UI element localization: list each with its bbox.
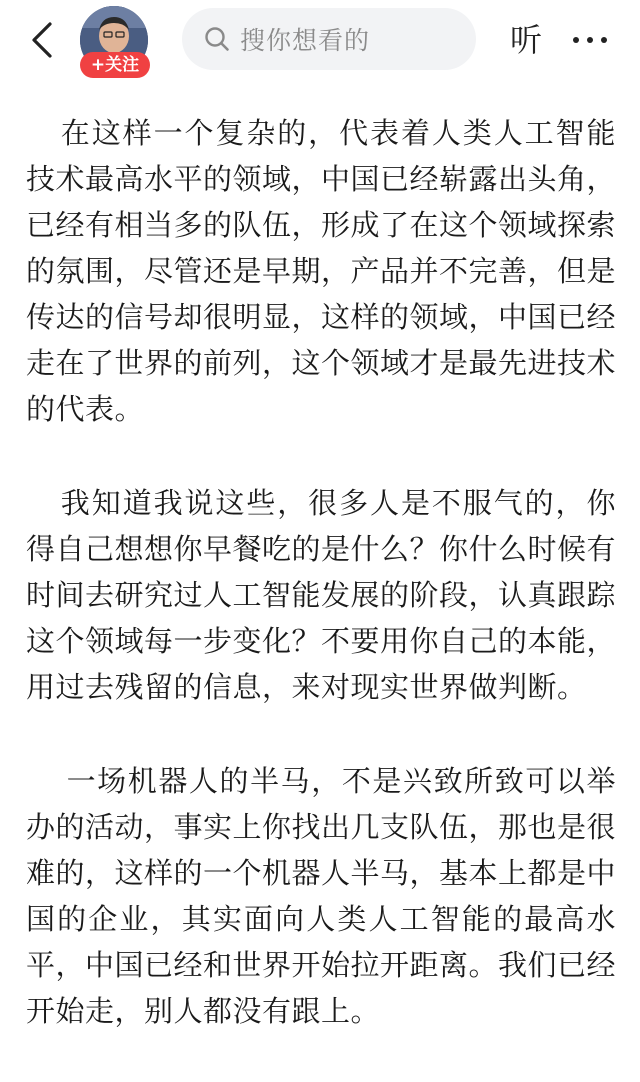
search-icon <box>204 26 230 52</box>
author-avatar-group[interactable] <box>78 6 152 78</box>
more-button[interactable] <box>568 24 612 56</box>
chevron-left-icon <box>30 21 54 59</box>
article-body <box>26 110 616 1082</box>
search-input[interactable] <box>182 8 476 70</box>
search-placeholder: 搜你想看的 <box>240 26 371 55</box>
more-horizontal-icon <box>572 36 608 44</box>
listen-button[interactable]: 听 <box>509 21 542 59</box>
back-button[interactable] <box>22 18 62 62</box>
follow-button[interactable]: +关注 <box>80 52 150 78</box>
article-paragraph-3: 一场机器人的半马，不是兴致所致可以举办的活动，事实上你找出几支队伍，那也是很难的，这样的一个机器人半马，基本上都是中国的企业，其实面向人类人工智能的最高水平，中国已经和世界开始拉开距离。我们已经开始走，别人都没有跟上。 <box>26 764 617 1028</box>
article-paragraph-2: 我知道我说这些，很多人是不服气的，你得自己想想你早餐吃的是什么？你什么时候有时间去研究过人工智能发展的阶段，认真跟踪这个领域每一步变化？不要用你自己的本能，用过去残留的信息，来对现实世界做判断。 <box>26 486 617 704</box>
top-bar <box>0 0 640 88</box>
article-paragraph-1: 在这样一个复杂的，代表着人类人工智能技术最高水平的领域，中国已经崭露出头角，已经有相当多的队伍，形成了在这个领域探索的氛围，尽管还是早期，产品并不完善，但是传达的信号却很明显，这样的领域，中国已经走在了世界的前列，这个领域才是最先进技术的代表。 <box>26 116 617 426</box>
